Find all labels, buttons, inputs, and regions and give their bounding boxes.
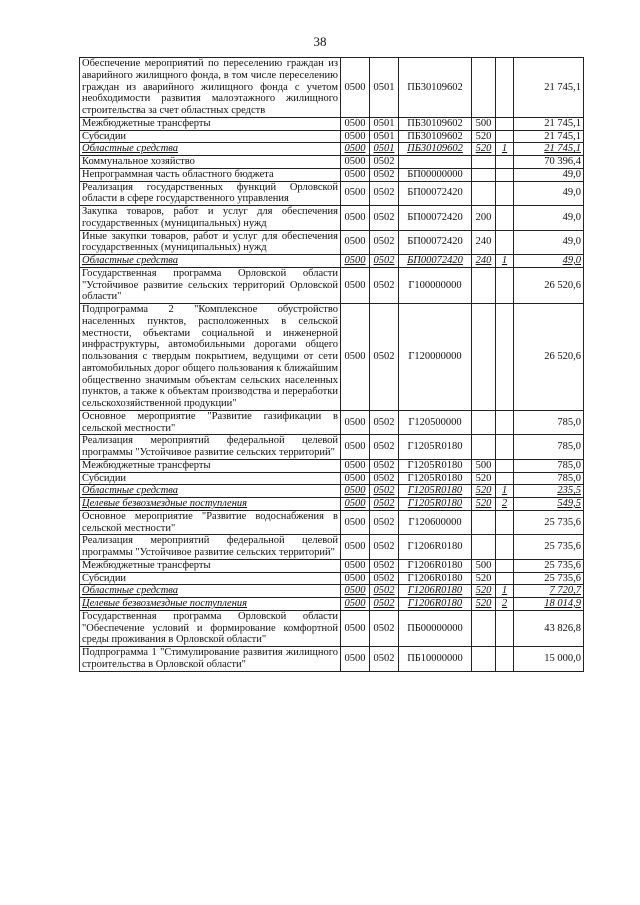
target-article-code: ПБ30109602 <box>399 58 472 118</box>
expense-type-code <box>472 535 496 560</box>
row-name: Основное мероприятие "Развитие водоснабжения в сельской местности" <box>80 510 341 535</box>
subsection-code: 0502 <box>370 267 399 303</box>
amount: 785,0 <box>514 410 584 435</box>
target-article-code: БП00072420 <box>399 206 472 231</box>
funding-source-code <box>496 156 514 169</box>
funding-source-code <box>496 435 514 460</box>
row-name: Субсидии <box>80 472 341 485</box>
funding-source-code <box>496 168 514 181</box>
subsection-code: 0502 <box>370 255 399 268</box>
subsection-code: 0501 <box>370 130 399 143</box>
funding-source-code: 1 <box>496 585 514 598</box>
row-name: Областные средства <box>80 585 341 598</box>
row-name: Реализация государственных функций Орловской области в сфере государственного управления <box>80 181 341 206</box>
target-article-code: Г120000000 <box>399 304 472 411</box>
funding-source-code <box>496 230 514 255</box>
section-code: 0500 <box>341 472 370 485</box>
row-name: Областные средства <box>80 485 341 498</box>
table-row <box>80 572 584 585</box>
amount: 21 745,1 <box>514 130 584 143</box>
table-row <box>80 304 584 411</box>
amount: 235,5 <box>514 485 584 498</box>
subsection-code: 0502 <box>370 572 399 585</box>
budget-table <box>79 57 584 672</box>
section-code: 0500 <box>341 206 370 231</box>
section-code: 0500 <box>341 304 370 411</box>
amount: 785,0 <box>514 459 584 472</box>
table-row <box>80 410 584 435</box>
table-row <box>80 510 584 535</box>
row-name: Межбюджетные трансферты <box>80 559 341 572</box>
amount: 18 014,9 <box>514 598 584 611</box>
subsection-code: 0502 <box>370 472 399 485</box>
target-article-code: ПБ10000000 <box>399 647 472 672</box>
section-code: 0500 <box>341 585 370 598</box>
subsection-code: 0502 <box>370 535 399 560</box>
table-row <box>80 585 584 598</box>
subsection-code: 0502 <box>370 156 399 169</box>
subsection-code: 0502 <box>370 459 399 472</box>
expense-type-code <box>472 610 496 646</box>
expense-type-code: 200 <box>472 206 496 231</box>
expense-type-code <box>472 304 496 411</box>
target-article-code: БП00072420 <box>399 230 472 255</box>
funding-source-code <box>496 304 514 411</box>
row-name: Подпрограмма 2 "Комплексное обустройство населенных пунктов, расположенных в сельской местности, объектами социальной и инженерной инфраструктуры, автомобильными дорогами общего пользования с твердым покрытием, ведущими от сети автомобильных дорог общего пользования к ближайшим общественно значимым объектам сельских населенных пунктов, а также к объектам производства и переработки сельскохозяйственной продукции" <box>80 304 341 411</box>
subsection-code: 0502 <box>370 598 399 611</box>
table-row <box>80 472 584 485</box>
funding-source-code <box>496 58 514 118</box>
row-name: Межбюджетные трансферты <box>80 459 341 472</box>
table-row <box>80 230 584 255</box>
section-code: 0500 <box>341 435 370 460</box>
expense-type-code: 520 <box>472 130 496 143</box>
table-row <box>80 168 584 181</box>
section-code: 0500 <box>341 559 370 572</box>
table-row <box>80 255 584 268</box>
row-name: Межбюджетные трансферты <box>80 117 341 130</box>
funding-source-code <box>496 206 514 231</box>
expense-type-code: 520 <box>472 572 496 585</box>
row-name: Иные закупки товаров, работ и услуг для обеспечения государственных (муниципальных) нужд <box>80 230 341 255</box>
expense-type-code <box>472 267 496 303</box>
table-row <box>80 559 584 572</box>
section-code: 0500 <box>341 130 370 143</box>
section-code: 0500 <box>341 510 370 535</box>
row-name: Государственная программа Орловской области "Обеспечение условий и формирование комфортной среды проживания в Орловской области" <box>80 610 341 646</box>
subsection-code: 0501 <box>370 58 399 118</box>
funding-source-code <box>496 130 514 143</box>
funding-source-code <box>496 610 514 646</box>
target-article-code <box>399 156 472 169</box>
table-row <box>80 435 584 460</box>
table-row <box>80 610 584 646</box>
target-article-code: Г1205R0180 <box>399 485 472 498</box>
table-row <box>80 485 584 498</box>
section-code: 0500 <box>341 410 370 435</box>
amount: 7 720,7 <box>514 585 584 598</box>
amount: 26 520,6 <box>514 304 584 411</box>
section-code: 0500 <box>341 255 370 268</box>
section-code: 0500 <box>341 459 370 472</box>
subsection-code: 0502 <box>370 559 399 572</box>
target-article-code: ПБ00000000 <box>399 610 472 646</box>
subsection-code: 0502 <box>370 206 399 231</box>
subsection-code: 0502 <box>370 610 399 646</box>
target-article-code: БП00072420 <box>399 255 472 268</box>
target-article-code: Г100000000 <box>399 267 472 303</box>
subsection-code: 0501 <box>370 143 399 156</box>
row-name: Субсидии <box>80 572 341 585</box>
table-row <box>80 647 584 672</box>
amount: 25 735,6 <box>514 510 584 535</box>
expense-type-code: 240 <box>472 255 496 268</box>
amount: 49,0 <box>514 230 584 255</box>
target-article-code: Г1205R0180 <box>399 459 472 472</box>
row-name: Подпрограмма 1 "Стимулирование развития жилищного строительства в Орловской области" <box>80 647 341 672</box>
amount: 785,0 <box>514 472 584 485</box>
table-row <box>80 156 584 169</box>
funding-source-code: 1 <box>496 143 514 156</box>
expense-type-code <box>472 647 496 672</box>
table-row <box>80 598 584 611</box>
section-code: 0500 <box>341 498 370 511</box>
target-article-code: ПБ30109602 <box>399 143 472 156</box>
funding-source-code <box>496 535 514 560</box>
subsection-code: 0502 <box>370 647 399 672</box>
expense-type-code <box>472 58 496 118</box>
section-code: 0500 <box>341 58 370 118</box>
target-article-code: Г1206R0180 <box>399 535 472 560</box>
subsection-code: 0502 <box>370 304 399 411</box>
expense-type-code <box>472 156 496 169</box>
page-number: 38 <box>313 34 327 49</box>
funding-source-code: 1 <box>496 485 514 498</box>
amount: 25 735,6 <box>514 535 584 560</box>
section-code: 0500 <box>341 117 370 130</box>
amount: 49,0 <box>514 181 584 206</box>
expense-type-code: 520 <box>472 143 496 156</box>
target-article-code: Г1206R0180 <box>399 572 472 585</box>
amount: 49,0 <box>514 168 584 181</box>
table-row <box>80 130 584 143</box>
expense-type-code <box>472 510 496 535</box>
expense-type-code: 520 <box>472 498 496 511</box>
expense-type-code <box>472 181 496 206</box>
section-code: 0500 <box>341 156 370 169</box>
table-row <box>80 206 584 231</box>
expense-type-code: 240 <box>472 230 496 255</box>
row-name: Непрограммная часть областного бюджета <box>80 168 341 181</box>
section-code: 0500 <box>341 647 370 672</box>
target-article-code: Г1205R0180 <box>399 435 472 460</box>
amount: 70 396,4 <box>514 156 584 169</box>
expense-type-code <box>472 168 496 181</box>
amount: 549,5 <box>514 498 584 511</box>
row-name: Реализация мероприятий федеральной целевой программы "Устойчивое развитие сельских территорий" <box>80 535 341 560</box>
section-code: 0500 <box>341 485 370 498</box>
table-row <box>80 535 584 560</box>
expense-type-code: 500 <box>472 117 496 130</box>
section-code: 0500 <box>341 610 370 646</box>
table-row <box>80 117 584 130</box>
section-code: 0500 <box>341 267 370 303</box>
section-code: 0500 <box>341 230 370 255</box>
amount: 26 520,6 <box>514 267 584 303</box>
amount: 785,0 <box>514 435 584 460</box>
amount: 21 745,1 <box>514 117 584 130</box>
funding-source-code: 2 <box>496 498 514 511</box>
amount: 25 735,6 <box>514 559 584 572</box>
funding-source-code: 2 <box>496 598 514 611</box>
row-name: Закупка товаров, работ и услуг для обеспечения государственных (муниципальных) нужд <box>80 206 341 231</box>
section-code: 0500 <box>341 168 370 181</box>
subsection-code: 0501 <box>370 117 399 130</box>
amount: 49,0 <box>514 255 584 268</box>
amount: 49,0 <box>514 206 584 231</box>
expense-type-code: 520 <box>472 598 496 611</box>
expense-type-code: 520 <box>472 485 496 498</box>
table-row <box>80 459 584 472</box>
row-name: Областные средства <box>80 255 341 268</box>
table-row <box>80 498 584 511</box>
expense-type-code: 520 <box>472 472 496 485</box>
section-code: 0500 <box>341 535 370 560</box>
target-article-code: Г1206R0180 <box>399 559 472 572</box>
expense-type-code: 520 <box>472 585 496 598</box>
target-article-code: БП00000000 <box>399 168 472 181</box>
section-code: 0500 <box>341 572 370 585</box>
target-article-code: Г1205R0180 <box>399 498 472 511</box>
section-code: 0500 <box>341 181 370 206</box>
target-article-code: ПБ30109602 <box>399 130 472 143</box>
table-row <box>80 143 584 156</box>
target-article-code: ПБ30109602 <box>399 117 472 130</box>
subsection-code: 0502 <box>370 585 399 598</box>
row-name: Целевые безвозмездные поступления <box>80 498 341 511</box>
funding-source-code <box>496 267 514 303</box>
expense-type-code <box>472 410 496 435</box>
row-name: Государственная программа Орловской области "Устойчивое развитие сельских территорий Орловской области" <box>80 267 341 303</box>
target-article-code: Г1206R0180 <box>399 598 472 611</box>
funding-source-code <box>496 647 514 672</box>
funding-source-code <box>496 472 514 485</box>
funding-source-code: 1 <box>496 255 514 268</box>
table-row <box>80 181 584 206</box>
section-code: 0500 <box>341 598 370 611</box>
expense-type-code: 500 <box>472 559 496 572</box>
row-name: Обеспечение мероприятий по переселению граждан из аварийного жилищного фонда, в том числе переселению граждан из аварийного жилищного фонда с учетом необходимости развития малоэтажного жилищного строительства за счет областных средств <box>80 58 341 118</box>
row-name: Областные средства <box>80 143 341 156</box>
subsection-code: 0502 <box>370 485 399 498</box>
row-name: Субсидии <box>80 130 341 143</box>
table-row <box>80 267 584 303</box>
expense-type-code: 500 <box>472 459 496 472</box>
subsection-code: 0502 <box>370 510 399 535</box>
target-article-code: Г1205R0180 <box>399 472 472 485</box>
target-article-code: Г120500000 <box>399 410 472 435</box>
funding-source-code <box>496 572 514 585</box>
subsection-code: 0502 <box>370 230 399 255</box>
subsection-code: 0502 <box>370 181 399 206</box>
subsection-code: 0502 <box>370 168 399 181</box>
amount: 15 000,0 <box>514 647 584 672</box>
row-name: Реализация мероприятий федеральной целевой программы "Устойчивое развитие сельских территорий" <box>80 435 341 460</box>
amount: 43 826,8 <box>514 610 584 646</box>
row-name: Коммунальное хозяйство <box>80 156 341 169</box>
row-name: Целевые безвозмездные поступления <box>80 598 341 611</box>
target-article-code: Г120600000 <box>399 510 472 535</box>
amount: 21 745,1 <box>514 58 584 118</box>
subsection-code: 0502 <box>370 410 399 435</box>
subsection-code: 0502 <box>370 435 399 460</box>
funding-source-code <box>496 410 514 435</box>
subsection-code: 0502 <box>370 498 399 511</box>
amount: 21 745,1 <box>514 143 584 156</box>
row-name: Основное мероприятие "Развитие газификации в сельской местности" <box>80 410 341 435</box>
amount: 25 735,6 <box>514 572 584 585</box>
table-row <box>80 58 584 118</box>
funding-source-code <box>496 510 514 535</box>
funding-source-code <box>496 181 514 206</box>
target-article-code: Г1206R0180 <box>399 585 472 598</box>
expense-type-code <box>472 435 496 460</box>
funding-source-code <box>496 559 514 572</box>
section-code: 0500 <box>341 143 370 156</box>
funding-source-code <box>496 117 514 130</box>
target-article-code: БП00072420 <box>399 181 472 206</box>
funding-source-code <box>496 459 514 472</box>
